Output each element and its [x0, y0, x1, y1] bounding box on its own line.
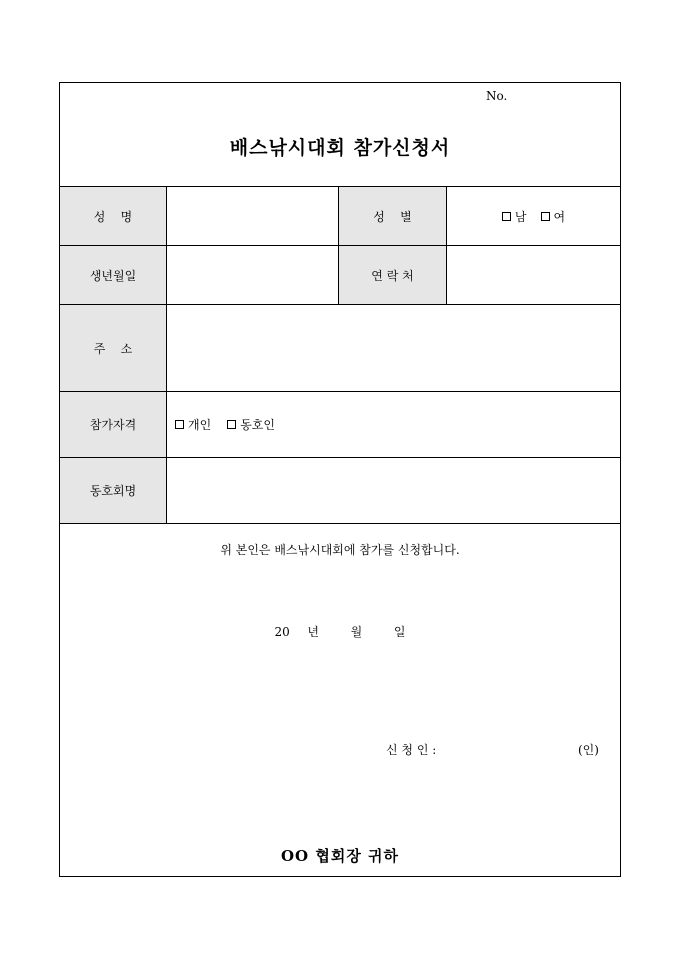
club-label-text: 동호회명 [89, 484, 137, 498]
date-day-unit: 일 [393, 625, 406, 639]
address-label-text: 주 소 [93, 341, 133, 356]
date-month-unit: 월 [350, 625, 363, 639]
club-field[interactable] [167, 458, 620, 523]
gender-option-male[interactable] [502, 208, 527, 225]
date-year-unit: 년 [307, 625, 320, 639]
gender-label [339, 187, 447, 245]
applicant-label: 신 청 인 : [386, 743, 437, 757]
birth-label-text: 생년월일 [89, 268, 137, 283]
checkbox-icon[interactable] [541, 212, 550, 221]
application-form [59, 82, 621, 877]
club-label [60, 458, 167, 523]
birth-contact-row [60, 246, 620, 305]
name-gender-row [60, 187, 620, 246]
address-field[interactable] [167, 305, 620, 391]
document-number-label: No. [486, 89, 508, 103]
qualification-club-label: 동호인 [240, 418, 275, 432]
qualification-option-individual[interactable] [175, 416, 211, 433]
qualification-option-club[interactable] [227, 416, 275, 433]
name-label-text: 성 명 [93, 209, 133, 224]
address-label [60, 305, 167, 391]
name-label [60, 187, 167, 245]
gender-male-label: 남 [514, 209, 527, 224]
contact-field[interactable] [447, 246, 620, 304]
gender-female-label: 여 [553, 209, 566, 224]
checkbox-icon[interactable] [227, 420, 236, 429]
gender-option-female[interactable] [541, 208, 566, 225]
qualification-field [167, 392, 620, 457]
contact-label-text: 연 락 처 [371, 268, 414, 283]
club-row [60, 458, 620, 524]
qualification-label-text: 참가자격 [89, 418, 137, 432]
application-date [60, 623, 620, 640]
recipient-line: OO 협회장 귀하 [280, 847, 400, 865]
form-header [60, 83, 620, 187]
form-title: 배스낚시대회 참가신청서 [229, 137, 451, 159]
address-row [60, 305, 620, 392]
date-year: 20 [274, 625, 290, 639]
name-field[interactable] [167, 187, 339, 245]
qualification-row [60, 392, 620, 458]
qualification-label [60, 392, 167, 457]
birth-field[interactable] [167, 246, 339, 304]
birth-label [60, 246, 167, 304]
gender-field [447, 187, 620, 245]
seal-label: (인) [578, 743, 599, 757]
contact-label [339, 246, 447, 304]
checkbox-icon[interactable] [502, 212, 511, 221]
qualification-individual-label: 개인 [188, 418, 212, 432]
declaration-text: 위 본인은 배스낚시대회에 참가를 신청합니다. [220, 543, 460, 557]
checkbox-icon[interactable] [175, 420, 184, 429]
gender-label-text: 성 별 [373, 209, 412, 224]
